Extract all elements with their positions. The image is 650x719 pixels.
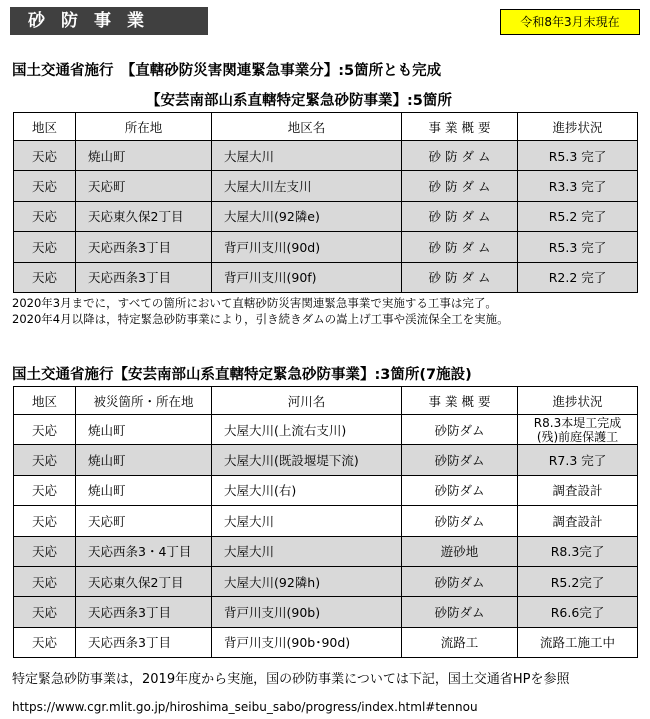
table-row	[14, 201, 638, 231]
cell-location: 焼山町	[76, 415, 212, 445]
cell-river: 背戸川支川(90b)	[212, 597, 402, 627]
cell-location: 天応西条3丁目	[76, 262, 212, 292]
col-river: 河川名	[212, 387, 402, 415]
col-summary: 事 業 概 要	[402, 113, 518, 141]
table-row	[14, 627, 638, 657]
cell-summary: 砂防ダム	[402, 566, 518, 596]
cell-status: R6.6完了	[518, 597, 638, 627]
section1-table	[13, 112, 638, 293]
cell-status	[518, 415, 638, 445]
cell-status: R5.2完了	[518, 566, 638, 596]
status-line-1: R8.3本堤工完成	[533, 415, 622, 430]
cell-river: 大屋大川(上流右支川)	[212, 415, 402, 445]
col-status: 進捗状況	[518, 113, 638, 141]
section2-heading: 国土交通省施行【安芸南部山系直轄特定緊急砂防事業】:3箇所(7施設)	[12, 367, 472, 383]
cell-district: 天応	[14, 566, 76, 596]
page-title: 砂防事業	[10, 7, 208, 35]
section1-note-1: 2020年3月までに，すべての箇所において直轄砂防災害関連緊急事業で実施する工事は完了。	[12, 296, 497, 310]
cell-area: 大屋大川(92隣e)	[212, 201, 402, 231]
cell-river: 大屋大川(92隣h)	[212, 566, 402, 596]
table-row	[14, 445, 638, 475]
table-header-row	[14, 387, 638, 415]
cell-district: 天応	[14, 506, 76, 536]
cell-summary: 砂 防 ダ ム	[402, 232, 518, 262]
section1-note-2: 2020年4月以降は，特定緊急砂防事業により，引き続きダムの嵩上げ工事や渓流保全工を実施。	[12, 312, 509, 326]
cell-location: 天応町	[76, 506, 212, 536]
cell-district: 天応	[14, 141, 76, 171]
section1-heading: 国土交通省施行 【直轄砂防災害関連緊急事業分】:5箇所とも完成	[12, 63, 442, 79]
date-badge: 令和8年3月末現在	[500, 9, 640, 35]
cell-location: 焼山町	[76, 475, 212, 505]
table-row	[14, 597, 638, 627]
table-row	[14, 415, 638, 445]
col-location: 所在地	[76, 113, 212, 141]
cell-area: 大屋大川	[212, 141, 402, 171]
table-row	[14, 506, 638, 536]
cell-status: R5.3 完了	[518, 232, 638, 262]
table-row	[14, 232, 638, 262]
cell-summary: 砂防ダム	[402, 415, 518, 445]
cell-location: 天応西条3丁目	[76, 597, 212, 627]
cell-district: 天応	[14, 232, 76, 262]
cell-district: 天応	[14, 171, 76, 201]
table-row	[14, 262, 638, 292]
col-status: 進捗状況	[518, 387, 638, 415]
cell-river: 大屋大川(既設堰堤下流)	[212, 445, 402, 475]
cell-river: 大屋大川	[212, 506, 402, 536]
section2-table	[13, 386, 638, 658]
table-header-row	[14, 113, 638, 141]
table-row	[14, 171, 638, 201]
cell-district: 天応	[14, 201, 76, 231]
col-district: 地区	[14, 387, 76, 415]
section1-subheading: 【安芸南部山系直轄特定緊急砂防事業】:5箇所	[146, 93, 452, 109]
cell-summary: 砂防ダム	[402, 475, 518, 505]
cell-status: 調査設計	[518, 506, 638, 536]
cell-district: 天応	[14, 597, 76, 627]
cell-location: 天応西条3丁目	[76, 232, 212, 262]
cell-district: 天応	[14, 415, 76, 445]
cell-river: 大屋大川	[212, 536, 402, 566]
cell-location: 焼山町	[76, 141, 212, 171]
cell-status: 流路工施工中	[518, 627, 638, 657]
cell-location: 天応町	[76, 171, 212, 201]
cell-area: 大屋大川左支川	[212, 171, 402, 201]
cell-location: 天応西条3丁目	[76, 627, 212, 657]
cell-summary: 砂防ダム	[402, 506, 518, 536]
cell-status: R8.3完了	[518, 536, 638, 566]
cell-river: 大屋大川(右)	[212, 475, 402, 505]
cell-district: 天応	[14, 536, 76, 566]
col-area: 地区名	[212, 113, 402, 141]
cell-location: 焼山町	[76, 445, 212, 475]
table-row	[14, 566, 638, 596]
cell-status: R3.3 完了	[518, 171, 638, 201]
cell-district: 天応	[14, 627, 76, 657]
cell-river: 背戸川支川(90b･90d)	[212, 627, 402, 657]
cell-summary: 砂防ダム	[402, 445, 518, 475]
table-row	[14, 475, 638, 505]
cell-area: 背戸川支川(90d)	[212, 232, 402, 262]
cell-status: R7.3 完了	[518, 445, 638, 475]
cell-status: R5.3 完了	[518, 141, 638, 171]
footer-url[interactable]: https://www.cgr.mlit.go.jp/hiroshima_seibu_sabo/progress/index.html#tennou	[12, 700, 478, 714]
status-line-2: (残)前庭保護工	[536, 429, 619, 444]
cell-summary: 流路工	[402, 627, 518, 657]
cell-location: 天応東久保2丁目	[76, 566, 212, 596]
col-district: 地区	[14, 113, 76, 141]
cell-district: 天応	[14, 445, 76, 475]
table-row	[14, 141, 638, 171]
footer-note: 特定緊急砂防事業は，2019年度から実施，国の砂防事業については下記，国土交通省HPを参照	[12, 672, 570, 687]
cell-area: 背戸川支川(90f)	[212, 262, 402, 292]
cell-status: 調査設計	[518, 475, 638, 505]
cell-summary: 遊砂地	[402, 536, 518, 566]
cell-summary: 砂 防 ダ ム	[402, 171, 518, 201]
cell-summary: 砂 防 ダ ム	[402, 201, 518, 231]
cell-location: 天応東久保2丁目	[76, 201, 212, 231]
table-row	[14, 536, 638, 566]
cell-location: 天応西条3・4丁目	[76, 536, 212, 566]
cell-district: 天応	[14, 475, 76, 505]
cell-summary: 砂防ダム	[402, 597, 518, 627]
cell-summary: 砂 防 ダ ム	[402, 141, 518, 171]
cell-status: R5.2 完了	[518, 201, 638, 231]
col-location: 被災箇所・所在地	[76, 387, 212, 415]
cell-summary: 砂 防 ダ ム	[402, 262, 518, 292]
col-summary: 事 業 概 要	[402, 387, 518, 415]
cell-district: 天応	[14, 262, 76, 292]
cell-status: R2.2 完了	[518, 262, 638, 292]
